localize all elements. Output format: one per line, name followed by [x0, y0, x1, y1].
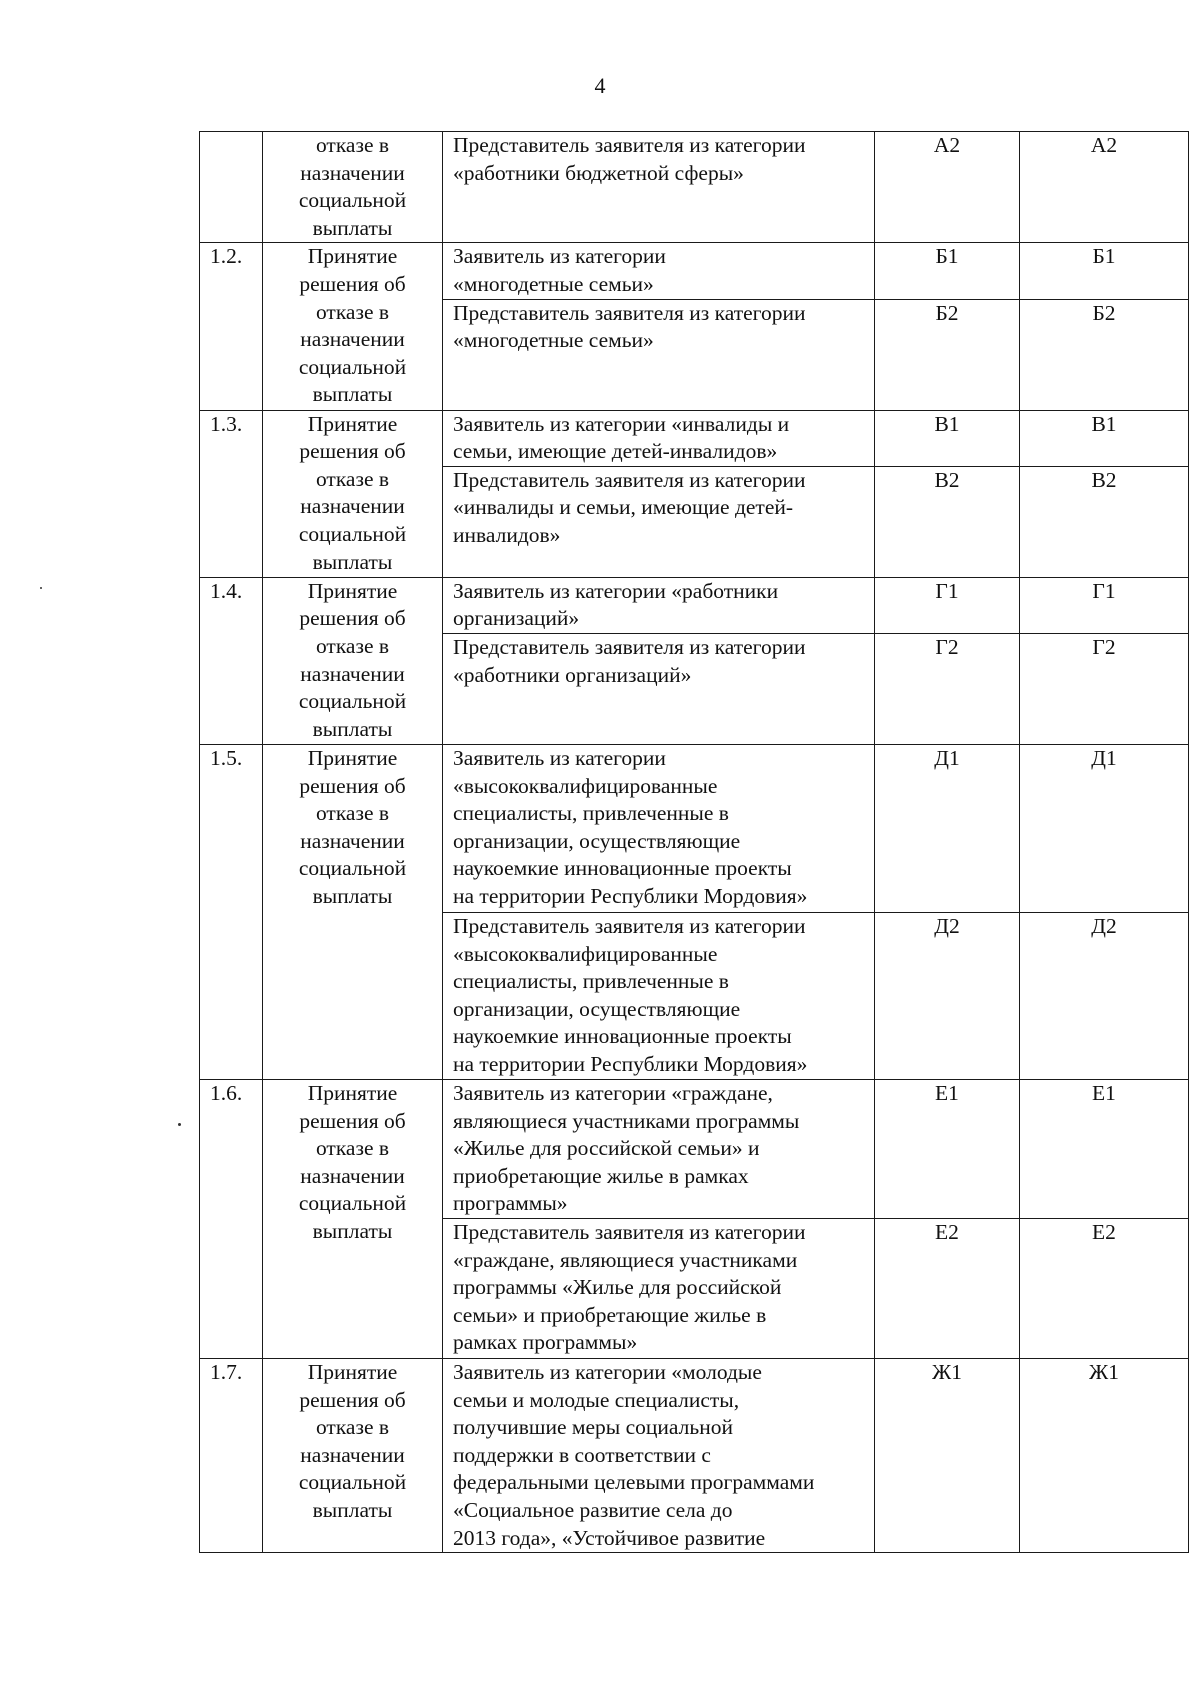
description-text: Представитель заявителя из категории «работники организаций»: [453, 634, 806, 687]
action-text: Принятие решения об отказе в назначении социальной выплаты: [298, 411, 407, 574]
code-2: Г2: [1092, 634, 1116, 659]
action-cell: [263, 243, 443, 410]
code-2: А2: [1090, 133, 1118, 157]
code-1: Г2: [935, 634, 959, 659]
code-cell-2: [1020, 744, 1189, 912]
code-2: Б1: [1092, 244, 1116, 269]
action-cell: [263, 1079, 443, 1358]
scan-speck: [178, 1123, 181, 1126]
code-cell-2: [1020, 243, 1189, 299]
code-cell-2: [1020, 410, 1189, 466]
code-cell-2: [1020, 577, 1189, 633]
code-1: А2: [933, 133, 961, 157]
action-cell: [263, 744, 443, 1079]
action-cell: [263, 410, 443, 577]
code-cell-2: [1020, 299, 1189, 410]
code-cell-1: [875, 410, 1020, 466]
code-cell-1: [875, 1218, 1020, 1358]
description-cell: [443, 243, 875, 299]
description-text: Представитель заявителя из категории «инвалиды и семьи, имеющие детей- инвалидов»: [453, 467, 806, 547]
description-text: Заявитель из категории «высококвалифицированные специалисты, привлеченные в организации, осуществляющие наукоемкие инновационные проекты на территории Республики Мордовия»: [453, 745, 808, 908]
code-cell-1: [875, 912, 1020, 1079]
description-cell: [443, 132, 875, 243]
description-cell: [443, 299, 875, 410]
code-2: Е1: [1092, 1080, 1116, 1105]
code-1: Б2: [935, 300, 959, 325]
table-row: [200, 744, 1189, 912]
table-row: [200, 1079, 1189, 1218]
row-number-cell: [200, 410, 263, 577]
code-cell-1: [875, 1358, 1020, 1552]
table-row: [200, 1358, 1189, 1552]
code-cell-1: [875, 466, 1020, 577]
description-cell: [443, 466, 875, 577]
code-2: В2: [1091, 467, 1117, 492]
document-table: [199, 131, 1189, 1553]
table-row: [200, 577, 1189, 633]
description-text: Заявитель из категории «работники организаций»: [453, 578, 779, 631]
row-number: 1.4.: [210, 578, 243, 603]
scan-speck: [40, 587, 42, 589]
row-number: 1.6.: [210, 1080, 243, 1105]
description-text: Заявитель из категории «граждане, являющиеся участниками программы «Жилье для российской семьи» и приобретающие жилье в рамках программы»: [453, 1080, 800, 1216]
code-2: В1: [1091, 411, 1117, 436]
row-number-cell: [200, 132, 263, 243]
code-cell-2: [1020, 132, 1189, 243]
row-number-cell: [200, 577, 263, 744]
code-cell-2: [1020, 912, 1189, 1079]
code-1: Г1: [935, 578, 959, 603]
description-cell: [443, 1358, 875, 1552]
table-body: [200, 132, 1189, 1553]
code-2: Д1: [1091, 745, 1117, 770]
action-cell: [263, 577, 443, 744]
row-number: 1.3.: [210, 411, 243, 436]
code-1: Д2: [934, 913, 960, 938]
code-cell-1: [875, 1079, 1020, 1218]
code-1: Д1: [934, 745, 960, 770]
description-cell: [443, 633, 875, 744]
code-cell-2: [1020, 1079, 1189, 1218]
code-2: Д2: [1091, 913, 1117, 938]
action-cell: [263, 1358, 443, 1552]
description-text: Заявитель из категории «инвалиды и семьи, имеющие детей-инвалидов»: [453, 411, 790, 464]
code-cell-2: [1020, 466, 1189, 577]
code-2: Ж1: [1088, 1359, 1119, 1384]
action-text: Принятие решения об отказе в назначении социальной выплаты: [298, 1359, 407, 1522]
action-cell: [263, 132, 443, 243]
action-text: отказе в назначении социальной выплаты: [298, 133, 407, 240]
code-cell-1: [875, 299, 1020, 410]
code-cell-2: [1020, 1358, 1189, 1552]
row-number-cell: [200, 1079, 263, 1358]
code-1: В2: [934, 467, 960, 492]
action-text: Принятие решения об отказе в назначении социальной выплаты: [298, 244, 407, 407]
code-cell-1: [875, 577, 1020, 633]
code-cell-2: [1020, 1218, 1189, 1358]
code-cell-1: [875, 243, 1020, 299]
page-number: 4: [594, 73, 606, 98]
description-text: Представитель заявителя из категории «многодетные семьи»: [453, 300, 806, 353]
table-row: [200, 243, 1189, 299]
row-number-cell: [200, 744, 263, 1079]
code-1: Е2: [935, 1219, 959, 1244]
code-cell-1: [875, 744, 1020, 912]
description-text: Представитель заявителя из категории «граждане, являющиеся участниками программы «Жилье для российской семьи» и приобретающие жилье в рамках программы»: [453, 1219, 806, 1355]
row-number-cell: [200, 1358, 263, 1552]
code-1: Ж1: [931, 1359, 962, 1384]
description-text: Представитель заявителя из категории «работники бюджетной сферы»: [453, 133, 806, 185]
code-cell-1: [875, 633, 1020, 744]
description-cell: [443, 410, 875, 466]
code-1: В1: [934, 411, 960, 436]
table-row: [200, 410, 1189, 466]
description-cell: [443, 744, 875, 912]
action-text: Принятие решения об отказе в назначении социальной выплаты: [298, 745, 407, 908]
description-cell: [443, 1079, 875, 1218]
description-text: Заявитель из категории «молодые семьи и молодые специалисты, получившие меры социальной поддержки в соответствии с федеральными целевыми программами «Социальное развитие села до 2013 года», «Устойчивое развитие: [453, 1359, 815, 1550]
description-cell: [443, 1218, 875, 1358]
table-row: [200, 132, 1189, 243]
code-cell-2: [1020, 633, 1189, 744]
row-number: 1.2.: [210, 244, 243, 269]
action-text: Принятие решения об отказе в назначении социальной выплаты: [298, 578, 407, 741]
code-1: Б1: [935, 244, 959, 269]
code-2: Г1: [1092, 578, 1116, 603]
code-2: Б2: [1092, 300, 1116, 325]
code-2: Е2: [1092, 1219, 1116, 1244]
code-1: Е1: [935, 1080, 959, 1105]
description-cell: [443, 577, 875, 633]
description-cell: [443, 912, 875, 1079]
row-number: 1.5.: [210, 745, 243, 770]
row-number-cell: [200, 243, 263, 410]
action-text: Принятие решения об отказе в назначении социальной выплаты: [298, 1080, 407, 1243]
description-text: Представитель заявителя из категории «высококвалифицированные специалисты, привлеченные в организации, осуществляющие наукоемкие инновационные проекты на территории Республики Мордовия»: [453, 913, 808, 1076]
description-text: Заявитель из категории «многодетные семьи»: [453, 244, 666, 296]
row-number: 1.7.: [210, 1359, 243, 1384]
code-cell-1: [875, 132, 1020, 243]
